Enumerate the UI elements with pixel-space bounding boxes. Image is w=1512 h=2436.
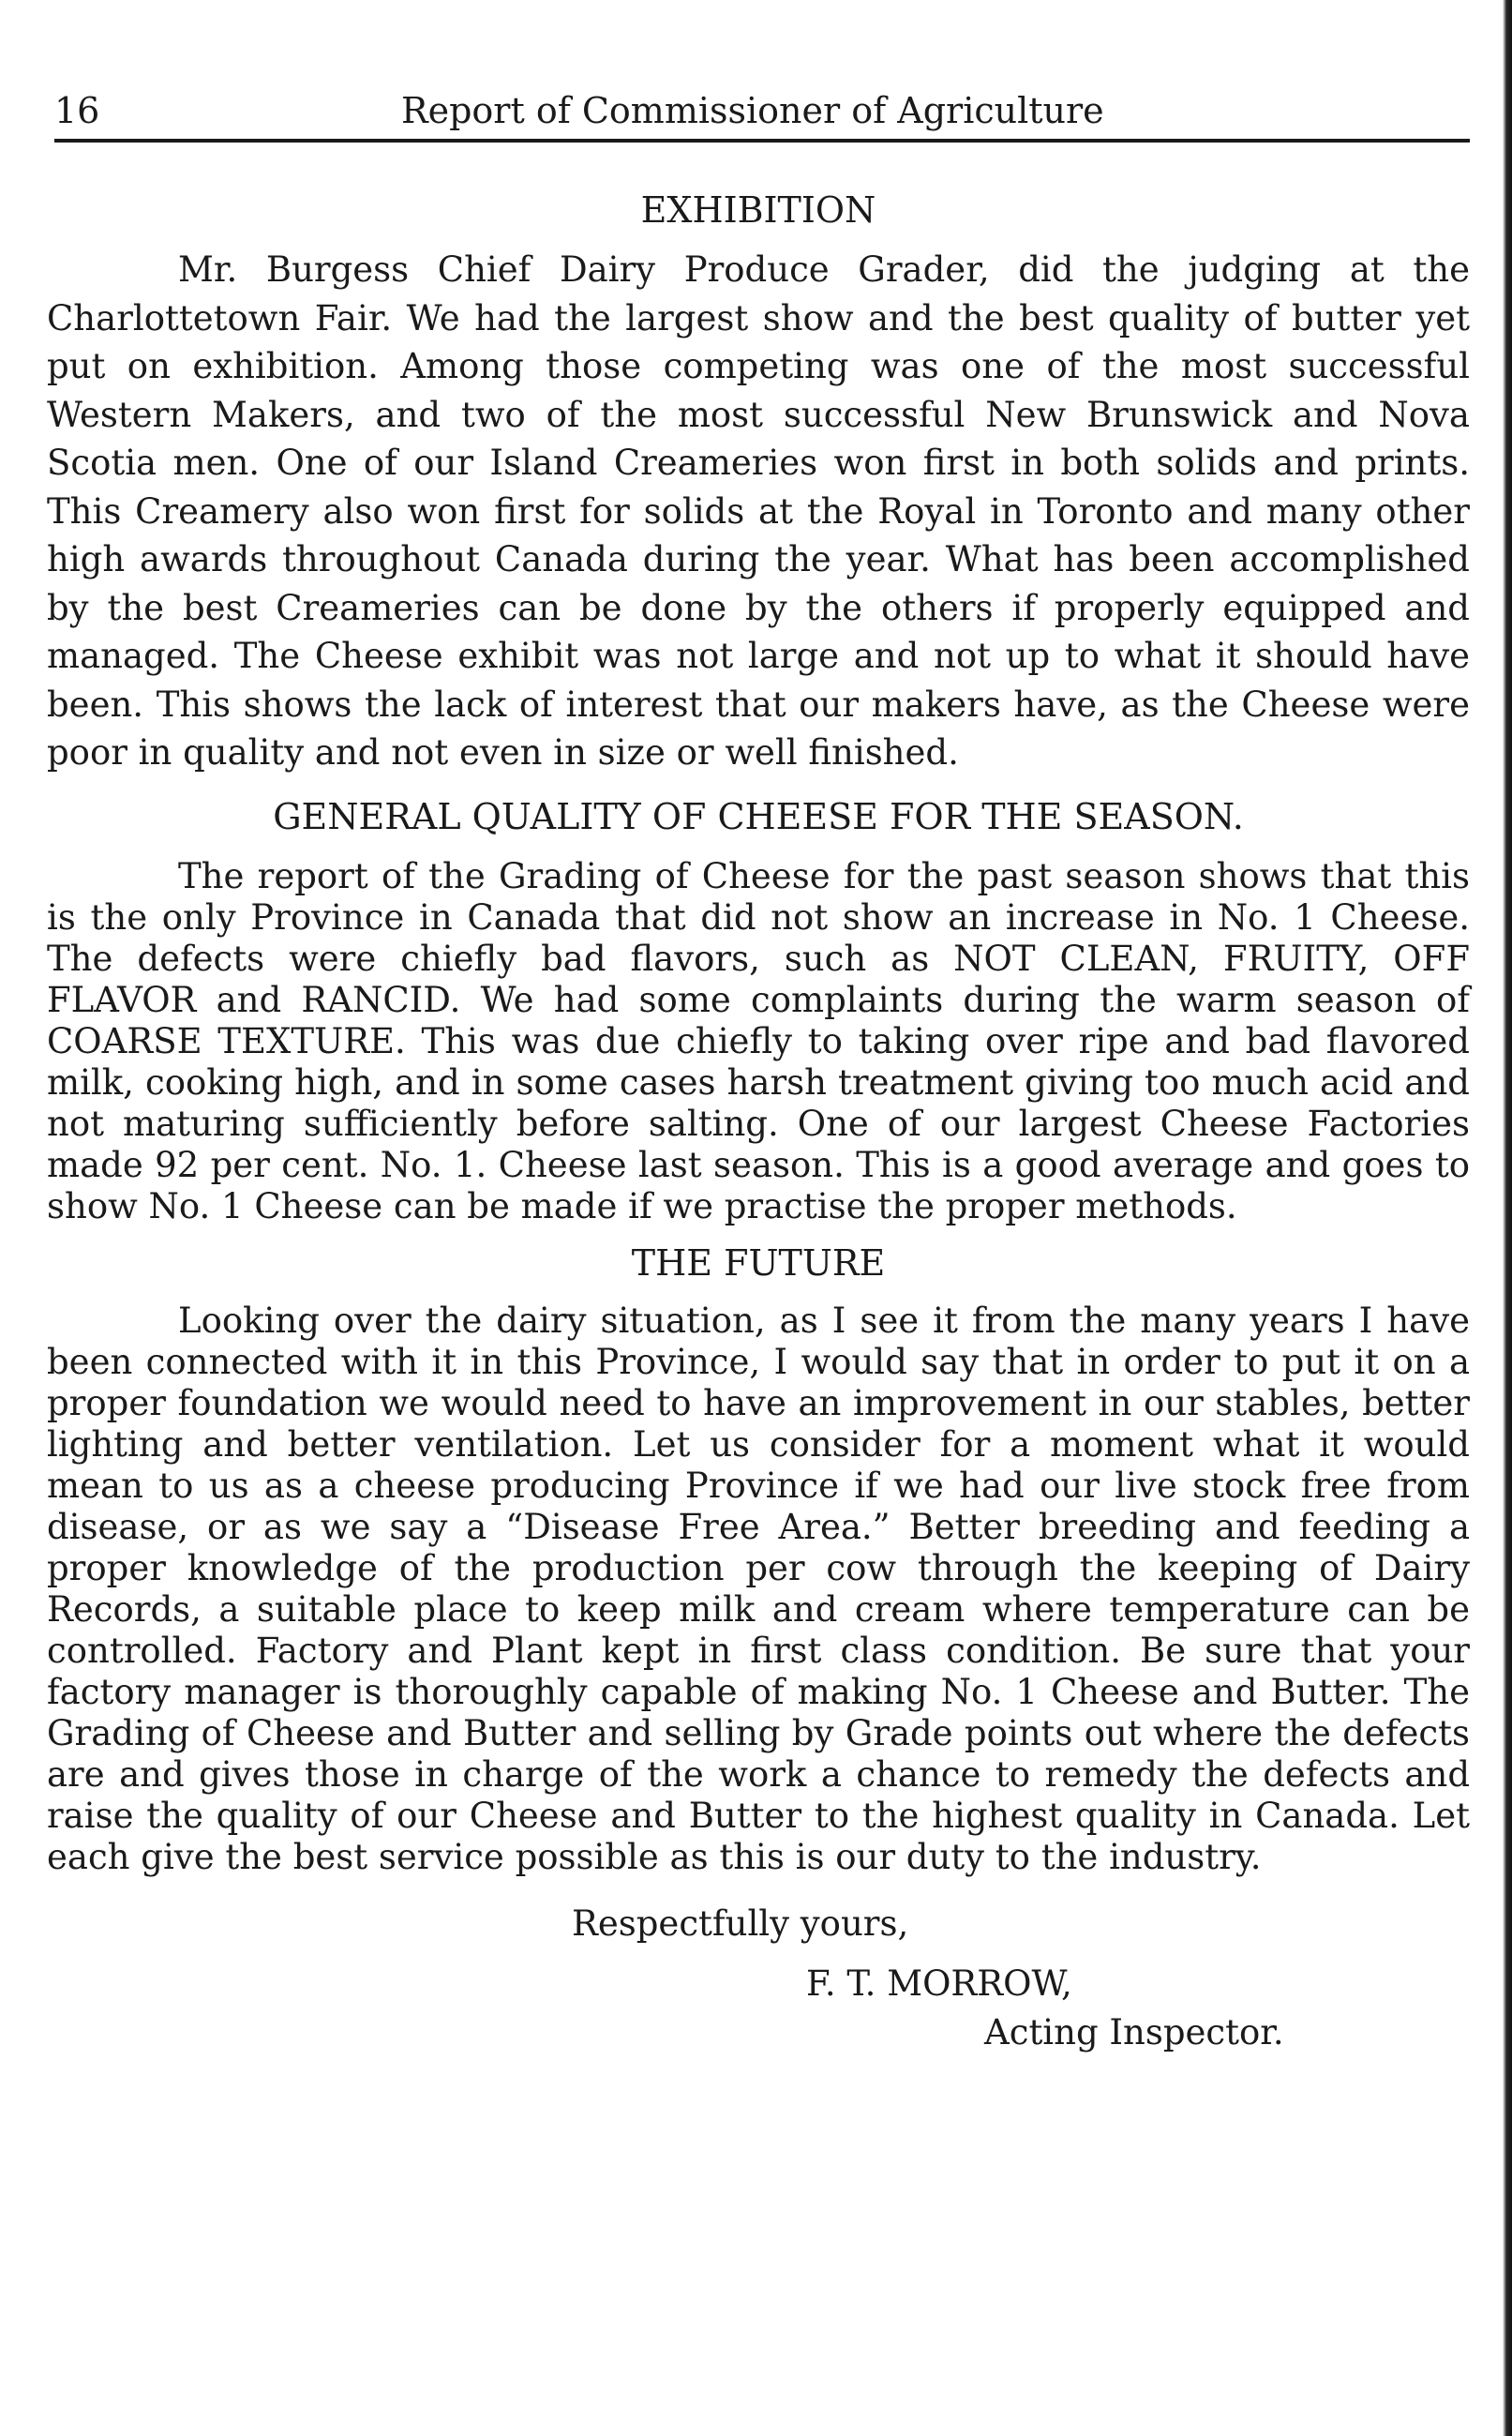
running-title: Report of Commissioner of Agriculture xyxy=(401,90,1104,131)
page-content xyxy=(47,188,1470,2054)
page-edge-shadow xyxy=(1503,0,1512,2436)
section-heading-general-quality: GENERAL QUALITY OF CHEESE FOR THE SEASON. xyxy=(273,795,1244,837)
section-heading-future: THE FUTURE xyxy=(631,1241,886,1284)
signatory-name: F. T. MORROW, xyxy=(806,1962,1072,2004)
page-header xyxy=(54,83,1470,143)
signatory-title: Acting Inspector. xyxy=(984,2011,1284,2053)
section-body-general-quality: The report of the Grading of Cheese for the past season shows that this is the only Province in Canada that did not show an increase in No. 1 Cheese. The defects were chiefly bad flavors, such as NOT CLEAN, FRUITY, OFF FLAVOR and RANCID. We had some complaints during the warm season of COARSE TEXTURE. This was due chiefly to taking over ripe and bad flavored milk, cooking high, and in some cases harsh treatment giving too much acid and not maturing sufficiently before salting. One of our largest Cheese Factories made 92 per cent. No. 1. Cheese last season. This is a good average and goes to show No. 1 Cheese can be made if we practise the proper methods. xyxy=(47,855,1470,1226)
section-body-future: Looking over the dairy situation, as I see it from the many years I have been connected with it in this Province, I would say that in order to put it on a proper foundation we would need to have an improvement in our stables, better lighting and better ventilation. Let us consider for a moment what it would mean to us as a cheese producing Province if we had our live stock free from disease, or as we say a “Disease Free Area.” Better breeding and feeding a proper knowledge of the production per cow through the keeping of Dairy Records, a suitable place to keep milk and cream where temperature can be controlled. Factory and Plant kept in first class condition. Be sure that your factory manager is thoroughly capable of making No. 1 Cheese and Butter. The Grading of Cheese and Butter and selling by Grade points out where the defects are and gives those in charge of the work a chance to remedy the defects and raise the quality of our Cheese and Butter to the highest quality in Canada. Let each give the best service possible as this is our duty to the industry. xyxy=(47,1300,1470,1877)
section-heading-exhibition: EXHIBITION xyxy=(640,189,876,231)
closing-block xyxy=(47,1902,1470,2054)
page-number: 16 xyxy=(54,90,100,131)
salutation: Respectfully yours, xyxy=(572,1902,909,1944)
section-body-exhibition: Mr. Burgess Chief Dairy Produce Grader, did the judging at the Charlottetown Fair. We had the largest show and the best quality of butter yet put on exhibition. Among those competing was one of the most successful Western Makers, and two of the most successful New Brunswick and Nova Scotia men. One of our Island Creameries won first in both solids and prints. This Creamery also won first for solids at the Royal in Toronto and many other high awards throughout Canada during the year. What has been accomplished by the best Creameries can be done by the others if properly equipped and managed. The Cheese exhibit was not large and not up to what it should have been. This shows the lack of interest that our makers have, as the Cheese were poor in quality and not even in size or well finished. xyxy=(47,249,1470,773)
